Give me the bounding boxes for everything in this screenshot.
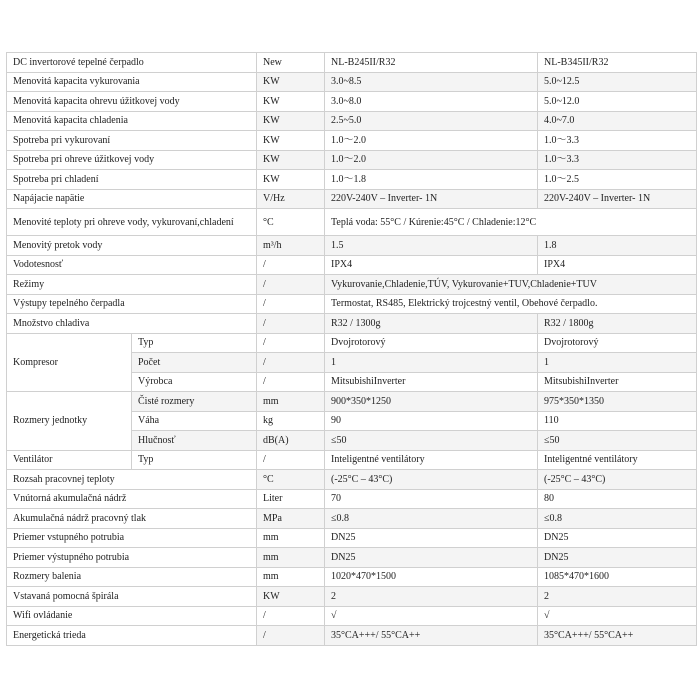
table-header-row [7, 53, 697, 73]
row-unit: °C [257, 209, 325, 236]
table-row [7, 450, 697, 470]
table-row [7, 314, 697, 334]
header-unit: New [257, 53, 325, 73]
row-value-a: 900*350*1250 [325, 392, 538, 412]
table-row [7, 587, 697, 607]
row-label: Akumulačná nádrž pracovný tlak [7, 509, 257, 529]
row-unit: KW [257, 170, 325, 190]
row-unit: KW [257, 587, 325, 607]
row-value-b: 1.0～3.3 [538, 150, 697, 170]
row-label: Priemer vstupného potrubia [7, 528, 257, 548]
row-value-b: 2 [538, 587, 697, 607]
row-label: Vstavaná pomocná špirála [7, 587, 257, 607]
row-unit: mm [257, 548, 325, 568]
table-row [7, 150, 697, 170]
row-label: Vodotesnosť [7, 255, 257, 275]
table-row [7, 548, 697, 568]
row-value-b: √ [538, 606, 697, 626]
row-sublabel: Typ [132, 450, 257, 470]
table-row [7, 392, 697, 412]
row-sublabel: Čisté rozmery [132, 392, 257, 412]
row-value-a: IPX4 [325, 255, 538, 275]
row-value-b: 1.0～2.5 [538, 170, 697, 190]
row-unit: KW [257, 92, 325, 112]
row-unit: MPa [257, 509, 325, 529]
row-value-a: 3.0~8.0 [325, 92, 538, 112]
table-row [7, 209, 697, 236]
fan-label: Ventilátor [7, 450, 132, 470]
row-value-a: 70 [325, 489, 538, 509]
row-value-b: Inteligentné ventilátory [538, 450, 697, 470]
row-unit: / [257, 372, 325, 392]
row-label: Priemer výstupného potrubia [7, 548, 257, 568]
row-label: Menovité teploty pri ohreve vody, vykurovaní,chladení [7, 209, 257, 236]
row-value-a: 220V-240V – Inverter- 1N [325, 189, 538, 209]
row-label: Výstupy tepelného čerpadla [7, 294, 257, 314]
row-unit: mm [257, 392, 325, 412]
row-unit: mm [257, 567, 325, 587]
row-unit: / [257, 333, 325, 353]
row-value-a: 1020*470*1500 [325, 567, 538, 587]
row-value-b: R32 / 1800g [538, 314, 697, 334]
row-sublabel: Typ [132, 333, 257, 353]
table-row [7, 236, 697, 256]
row-label: Spotreba pri vykurovaní [7, 131, 257, 151]
row-unit: m³/h [257, 236, 325, 256]
table-row [7, 489, 697, 509]
row-label: Spotreba pri chladení [7, 170, 257, 190]
row-unit: Liter [257, 489, 325, 509]
table-row [7, 470, 697, 490]
row-value-merged: Teplá voda: 55°C / Kúrenie:45°C / Chladenie:12°C [325, 209, 697, 236]
row-value-a: ≤0.8 [325, 509, 538, 529]
row-label: Rozsah pracovnej teploty [7, 470, 257, 490]
row-label: Rozmery balenia [7, 567, 257, 587]
row-value-b: 975*350*1350 [538, 392, 697, 412]
row-value-a: 1.0～2.0 [325, 131, 538, 151]
row-value-a: 2 [325, 587, 538, 607]
row-value-b: ≤0.8 [538, 509, 697, 529]
row-label: Menovitý pretok vody [7, 236, 257, 256]
table-row [7, 333, 697, 353]
model-a: NL-B245II/R32 [325, 53, 538, 73]
row-unit: V/Hz [257, 189, 325, 209]
row-unit: / [257, 606, 325, 626]
table-row [7, 255, 697, 275]
row-unit: / [257, 275, 325, 295]
table-row [7, 189, 697, 209]
row-sublabel: Váha [132, 411, 257, 431]
table-row [7, 275, 697, 295]
row-value-a: 3.0~8.5 [325, 72, 538, 92]
row-unit: / [257, 255, 325, 275]
row-value-b: DN25 [538, 548, 697, 568]
row-value-b: 1 [538, 353, 697, 373]
row-label: Režimy [7, 275, 257, 295]
row-value-b: 5.0~12.0 [538, 92, 697, 112]
table-row [7, 111, 697, 131]
row-value-b: Dvojrotorový [538, 333, 697, 353]
row-label: Wifi ovládanie [7, 606, 257, 626]
row-unit: KW [257, 131, 325, 151]
row-value-b: IPX4 [538, 255, 697, 275]
row-unit: dB(A) [257, 431, 325, 451]
row-unit: kg [257, 411, 325, 431]
row-sublabel: Hlučnosť [132, 431, 257, 451]
table-row [7, 509, 697, 529]
row-unit: / [257, 314, 325, 334]
row-sublabel: Výrobca [132, 372, 257, 392]
table-row [7, 92, 697, 112]
row-label: Množstvo chladiva [7, 314, 257, 334]
row-value-a: 1.5 [325, 236, 538, 256]
spec-table [6, 52, 697, 646]
row-value-a: ≤50 [325, 431, 538, 451]
row-value-a: DN25 [325, 548, 538, 568]
row-value-a: R32 / 1300g [325, 314, 538, 334]
row-value-a: (-25°C – 43°C) [325, 470, 538, 490]
row-value-a: √ [325, 606, 538, 626]
row-label: Energetická trieda [7, 626, 257, 646]
row-value-b: 5.0~12.5 [538, 72, 697, 92]
row-value-b: 35°CA+++/ 55°CA++ [538, 626, 697, 646]
dimensions-label: Rozmery jednotky [7, 392, 132, 451]
table-row [7, 567, 697, 587]
table-row [7, 170, 697, 190]
row-value-b: (-25°C – 43°C) [538, 470, 697, 490]
row-value-a: 2.5~5.0 [325, 111, 538, 131]
row-unit: °C [257, 470, 325, 490]
table-row [7, 72, 697, 92]
table-row [7, 294, 697, 314]
row-unit: / [257, 626, 325, 646]
row-value-merged: Vykurovanie,Chladenie,TÚV, Vykurovanie+TUV,Chladenie+TUV [325, 275, 697, 295]
table-row [7, 626, 697, 646]
row-value-b: 1.0～3.3 [538, 131, 697, 151]
row-value-b: 4.0~7.0 [538, 111, 697, 131]
row-value-merged: Termostat, RS485, Elektrický trojcestný ventil, Obehové čerpadlo. [325, 294, 697, 314]
row-value-a: 1.0～2.0 [325, 150, 538, 170]
row-unit: KW [257, 111, 325, 131]
row-value-b: DN25 [538, 528, 697, 548]
row-unit: / [257, 294, 325, 314]
row-value-a: Inteligentné ventilátory [325, 450, 538, 470]
row-value-b: ≤50 [538, 431, 697, 451]
row-value-b: 220V-240V – Inverter- 1N [538, 189, 697, 209]
row-value-a: 1 [325, 353, 538, 373]
row-value-b: 1085*470*1600 [538, 567, 697, 587]
row-value-b: 110 [538, 411, 697, 431]
row-value-b: 1.8 [538, 236, 697, 256]
row-value-a: Dvojrotorový [325, 333, 538, 353]
table-row [7, 606, 697, 626]
row-unit: / [257, 353, 325, 373]
table-row [7, 131, 697, 151]
compressor-label: Kompresor [7, 333, 132, 392]
table-row [7, 528, 697, 548]
row-label: Spotreba pri ohreve úžitkovej vody [7, 150, 257, 170]
row-label: Menovitá kapacita chladenia [7, 111, 257, 131]
row-value-a: MitsubishiInverter [325, 372, 538, 392]
row-value-a: DN25 [325, 528, 538, 548]
row-label: Vnútorná akumulačná nádrž [7, 489, 257, 509]
row-value-b: 80 [538, 489, 697, 509]
row-unit: mm [257, 528, 325, 548]
row-label: Menovitá kapacita ohrevu úžitkovej vody [7, 92, 257, 112]
row-value-a: 35°CA+++/ 55°CA++ [325, 626, 538, 646]
header-label: DC invertorové tepelné čerpadlo [7, 53, 257, 73]
row-unit: KW [257, 72, 325, 92]
row-unit: / [257, 450, 325, 470]
row-sublabel: Počet [132, 353, 257, 373]
row-label: Napájacie napätie [7, 189, 257, 209]
row-value-a: 90 [325, 411, 538, 431]
row-label: Menovitá kapacita vykurovania [7, 72, 257, 92]
row-value-a: 1.0～1.8 [325, 170, 538, 190]
row-unit: KW [257, 150, 325, 170]
row-value-b: MitsubishiInverter [538, 372, 697, 392]
model-b: NL-B345II/R32 [538, 53, 697, 73]
